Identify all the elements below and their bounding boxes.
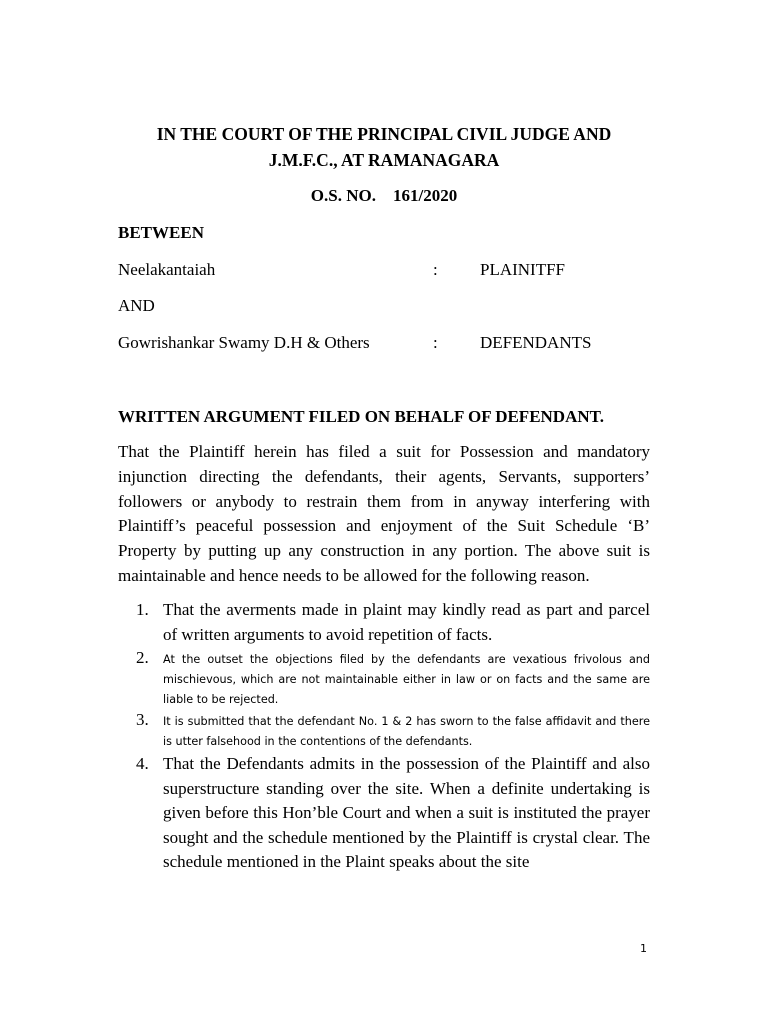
court-heading-line1: IN THE COURT OF THE PRINCIPAL CIVIL JUDGE AND <box>156 124 612 144</box>
plaintiff-colon: : <box>433 260 438 279</box>
list-item-number: 2. <box>136 648 149 667</box>
court-heading-line2: J.M.F.C., AT RAMANAGARA <box>268 150 500 170</box>
case-number: O.S. NO. 161/2020 <box>310 186 458 205</box>
defendant-colon: : <box>433 333 438 352</box>
and-label: AND <box>118 296 155 315</box>
section-title: WRITTEN ARGUMENT FILED ON BEHALF OF DEFENDANT. <box>118 407 604 426</box>
list-item-number: 4. <box>136 754 149 773</box>
plaintiff-role: PLAINITFF <box>480 260 566 279</box>
list-item-number: 3. <box>136 710 149 729</box>
list-item <box>118 752 650 875</box>
plaintiff-name: Neelakantaiah <box>118 260 216 279</box>
list-item <box>118 712 650 752</box>
page-number: 1 <box>640 942 647 955</box>
list-item-number: 1. <box>136 600 149 619</box>
between-label: BETWEEN <box>118 223 204 242</box>
list-item-text: It is submitted that the defendant No. 1 & 2 has sworn to the false affidavit and there is utter falsehood in the contentions of the defendants. <box>163 715 650 748</box>
list-item <box>118 650 650 710</box>
list-item-text: That the Defendants admits in the possession of the Plaintiff and also superstructure standing over the site. When a definite undertaking is given before this Hon’ble Court and when a suit is instituted the prayer sought and the schedule mentioned by the Plaintiff is crystal clear. The schedule mentioned in the Plaint speaks about the site <box>163 754 650 872</box>
defendant-role: DEFENDANTS <box>480 333 592 352</box>
defendant-name: Gowrishankar Swamy D.H & Others <box>118 333 370 352</box>
list-item-text: That the averments made in plaint may kindly read as part and parcel of written arguments to avoid repetition of facts. <box>163 600 650 644</box>
list-item <box>118 598 650 647</box>
list-item-text: At the outset the objections filed by the defendants are vexatious frivolous and mischievous, which are not maintainable either in law or on facts and the same are liable to be rejected. <box>163 653 650 706</box>
intro-paragraph: That the Plaintiff herein has filed a suit for Possession and mandatory injunction directing the defendants, their agents, Servants, supporters’ followers or anybody to restrain them from in anyway interfering with Plaintiff’s peaceful possession and enjoyment of the Suit Schedule ‘B’ Property by putting up any construction in any portion. The above suit is maintainable and hence needs to be allowed for the following reason. <box>118 442 650 585</box>
